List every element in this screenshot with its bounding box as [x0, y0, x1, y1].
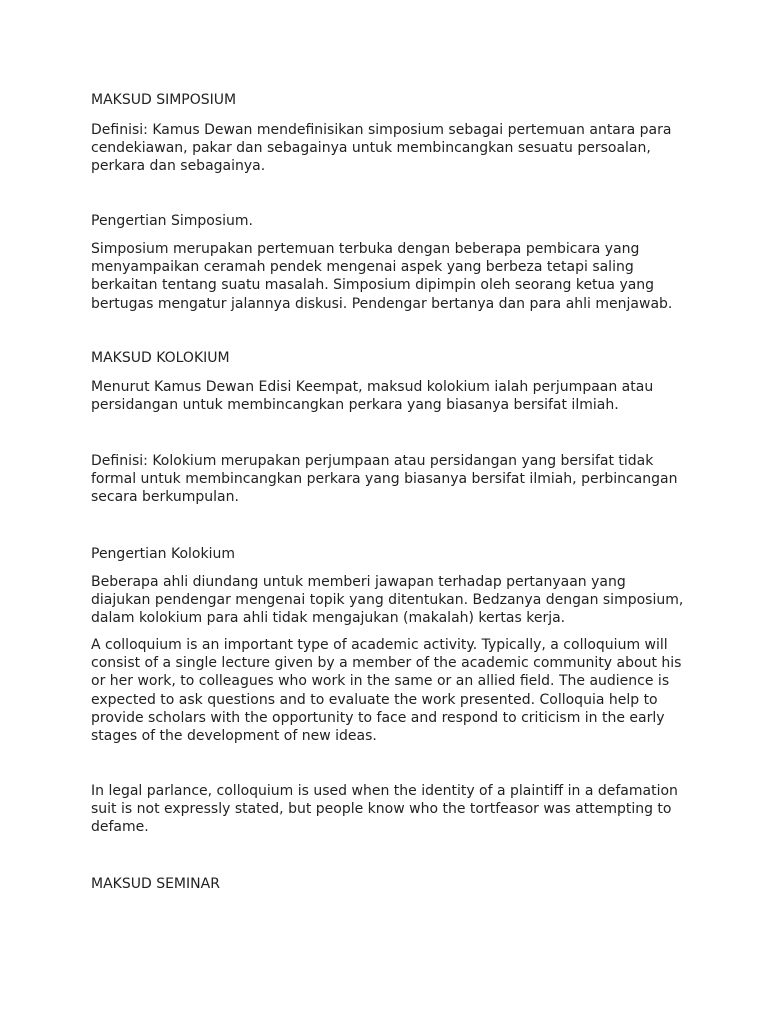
- paragraph-colloquium-english: [91, 636, 691, 745]
- text-line: Simposium merupakan pertemuan terbuka dengan beberapa pembicara yang: [91, 241, 640, 257]
- text-line: diajukan pendengar mengenai topik yang ditentukan. Bedzanya dengan simposium,: [91, 592, 684, 609]
- text-line: MAKSUD SIMPOSIUM: [91, 92, 237, 108]
- heading-maksud-kolokium: [91, 349, 691, 367]
- text-line: or her work, to colleagues who work in the same or an allied field. The audience is: [91, 673, 670, 690]
- text-line: MAKSUD KOLOKIUM: [91, 350, 230, 366]
- text-line: perkara dan sebagainya.: [91, 158, 266, 175]
- text-line: MAKSUD SEMINAR: [91, 876, 220, 892]
- text-line: Beberapa ahli diundang untuk memberi jawapan terhadap pertanyaan yang: [91, 574, 626, 590]
- text-line: persidangan untuk membincangkan perkara yang biasanya bersifat ilmiah.: [91, 397, 619, 414]
- text-line: formal untuk membincangkan perkara yang biasanya bersifat ilmiah, perbincangan: [91, 471, 678, 488]
- text-line: stages of the development of new ideas.: [91, 728, 377, 745]
- text-line: expected to ask questions and to evaluate the work presented. Colloquia help to: [91, 691, 658, 708]
- text-line: dalam kolokium para ahli tidak mengajukan (makalah) kertas kerja.: [91, 610, 566, 627]
- text-line: menyampaikan ceramah pendek mengenai aspek yang berbeza tetapi saling: [91, 259, 634, 276]
- paragraph-definisi-simposium: [91, 121, 691, 176]
- paragraph-definisi-kolokium: [91, 452, 691, 507]
- text-line: A colloquium is an important type of academic activity. Typically, a colloquium will: [91, 637, 668, 653]
- text-line: berkaitan tentang suatu masalah. Simposium dipimpin oleh seorang ketua yang: [91, 277, 655, 294]
- paragraph-legal-parlance: [91, 782, 691, 837]
- text-line: Pengertian Kolokium: [91, 546, 235, 562]
- text-line: Definisi: Kamus Dewan mendefinisikan simposium sebagai pertemuan antara para: [91, 122, 672, 138]
- paragraph-kamus-kolokium: [91, 378, 691, 414]
- heading-maksud-seminar: [91, 875, 691, 893]
- text-line: suit is not expressly stated, but people know who the tortfeasor was attempting to: [91, 801, 672, 818]
- heading-pengertian-simposium: [91, 212, 691, 230]
- text-line: provide scholars with the opportunity to face and respond to criticism in the early: [91, 709, 665, 726]
- text-line: bertugas mengatur jalannya diskusi. Pendengar bertanya dan para ahli menjawab.: [91, 295, 673, 312]
- text-line: consist of a single lecture given by a member of the academic community about his: [91, 655, 682, 672]
- text-line: Pengertian Simposium.: [91, 213, 253, 229]
- heading-maksud-simposium: [91, 91, 691, 109]
- paragraph-pengertian-kolokium: [91, 573, 691, 628]
- text-line: secara berkumpulan.: [91, 489, 239, 506]
- heading-pengertian-kolokium: [91, 545, 691, 563]
- paragraph-pengertian-simposium: [91, 240, 691, 313]
- text-line: In legal parlance, colloquium is used when the identity of a plaintiff in a defamation: [91, 783, 678, 799]
- text-line: cendekiawan, pakar dan sebagainya untuk membincangkan sesuatu persoalan,: [91, 140, 651, 157]
- text-line: Menurut Kamus Dewan Edisi Keempat, maksud kolokium ialah perjumpaan atau: [91, 379, 654, 395]
- text-line: Definisi: Kolokium merupakan perjumpaan atau persidangan yang bersifat tidak: [91, 453, 654, 469]
- text-line: defame.: [91, 819, 149, 836]
